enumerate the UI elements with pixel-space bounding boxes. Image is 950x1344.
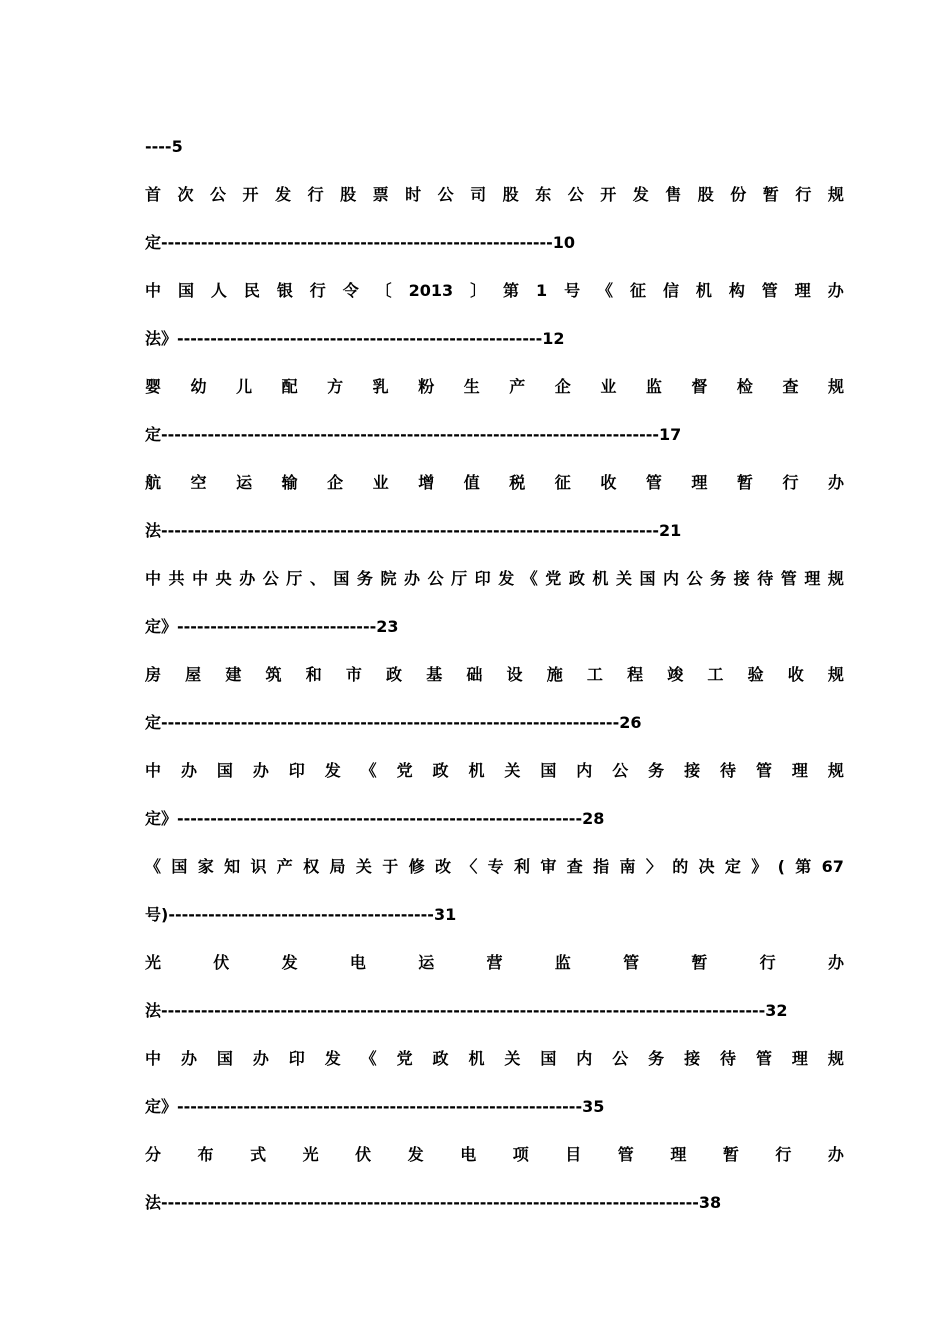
title-glyph: 空 — [190, 473, 207, 492]
title-glyph: 务 — [710, 569, 727, 588]
title-glyph: 机 — [592, 569, 609, 588]
title-glyph: 伏 — [355, 1145, 372, 1164]
title-glyph: 产 — [276, 857, 293, 876]
title-glyph: 国 — [540, 761, 557, 780]
title-glyph: 办 — [827, 953, 844, 972]
title-glyph: 权 — [303, 857, 320, 876]
title-glyph: 发 — [275, 185, 292, 204]
title-glyph: 屋 — [185, 665, 202, 684]
title-glyph: 国 — [639, 569, 656, 588]
title-glyph: 1 — [536, 281, 548, 300]
title-glyph: 待 — [720, 1049, 737, 1068]
title-glyph: 办 — [827, 1145, 844, 1164]
title-glyph: 利 — [514, 857, 531, 876]
title-glyph: 院 — [380, 569, 397, 588]
title-glyph: 内 — [663, 569, 680, 588]
title-glyph: 第 — [503, 281, 520, 300]
title-glyph: 办 — [827, 281, 844, 300]
title-glyph: 《 — [597, 281, 614, 300]
title-glyph: 市 — [345, 665, 362, 684]
title-glyph: 查 — [782, 377, 799, 396]
title-glyph: 公 — [612, 761, 629, 780]
title-glyph: 理 — [804, 569, 821, 588]
toc-entry-2-continuation: 法》-------------------------------------------------------12 — [145, 329, 565, 348]
title-glyph: 识 — [250, 857, 267, 876]
title-glyph: 管 — [780, 569, 797, 588]
title-glyph: 的 — [672, 857, 689, 876]
title-glyph: 光 — [145, 953, 162, 972]
title-glyph: 暂 — [722, 1145, 739, 1164]
title-glyph: 方 — [327, 377, 344, 396]
title-glyph: 国 — [177, 281, 194, 300]
toc-entry-1-title — [145, 185, 844, 205]
toc-first-line: ----5 — [145, 137, 183, 156]
title-glyph: 售 — [665, 185, 682, 204]
title-glyph: 印 — [288, 761, 305, 780]
title-glyph: 指 — [593, 857, 610, 876]
title-glyph: 中 — [145, 569, 162, 588]
title-glyph: 营 — [486, 953, 503, 972]
title-glyph: 设 — [506, 665, 523, 684]
title-glyph: 输 — [281, 473, 298, 492]
title-glyph: 公 — [262, 569, 279, 588]
title-glyph: 产 — [509, 377, 526, 396]
title-glyph: 规 — [827, 1049, 844, 1068]
title-glyph: 和 — [305, 665, 322, 684]
title-glyph: 企 — [554, 377, 571, 396]
title-glyph: 构 — [728, 281, 745, 300]
title-glyph: 管 — [755, 761, 772, 780]
title-glyph: 2013 — [408, 281, 454, 300]
title-glyph: 督 — [691, 377, 708, 396]
title-glyph: 接 — [733, 569, 750, 588]
title-glyph: 知 — [224, 857, 241, 876]
title-glyph: 电 — [460, 1145, 477, 1164]
title-glyph: ( — [777, 857, 785, 876]
title-glyph: 伏 — [213, 953, 230, 972]
title-glyph: 办 — [404, 569, 421, 588]
title-glyph: 值 — [463, 473, 480, 492]
title-glyph: 国 — [540, 1049, 557, 1068]
title-glyph: 、 — [309, 569, 326, 588]
title-glyph: 理 — [794, 281, 811, 300]
title-glyph: 中 — [192, 569, 209, 588]
title-glyph: 67 — [821, 857, 844, 876]
title-glyph: 《 — [360, 761, 377, 780]
title-glyph: 业 — [600, 377, 617, 396]
title-glyph: 粉 — [418, 377, 435, 396]
title-glyph: 人 — [210, 281, 227, 300]
title-glyph: 规 — [827, 665, 844, 684]
title-glyph: 时 — [405, 185, 422, 204]
title-glyph: 政 — [386, 665, 403, 684]
toc-entry-1-continuation: 定-----------------------------------------------------------10 — [145, 233, 576, 252]
title-glyph: 民 — [243, 281, 260, 300]
title-glyph: 家 — [197, 857, 214, 876]
title-glyph: 规 — [827, 185, 844, 204]
title-glyph: 目 — [565, 1145, 582, 1164]
title-glyph: 东 — [535, 185, 552, 204]
title-glyph: 监 — [554, 953, 571, 972]
title-glyph: 修 — [408, 857, 425, 876]
toc-entry-3-continuation: 定---------------------------------------------------------------------------17 — [145, 425, 682, 444]
toc-entry-11-title — [145, 1145, 844, 1165]
title-glyph: 中 — [145, 761, 162, 780]
title-glyph: 发 — [324, 761, 341, 780]
title-glyph: 规 — [827, 377, 844, 396]
title-glyph: 政 — [568, 569, 585, 588]
toc-entry-8-continuation: 号)----------------------------------------31 — [145, 905, 457, 924]
title-glyph: 中 — [145, 281, 162, 300]
title-glyph: 发 — [281, 953, 298, 972]
title-glyph: 》 — [751, 857, 768, 876]
title-glyph: 南 — [619, 857, 636, 876]
title-glyph: 收 — [600, 473, 617, 492]
toc-entry-4-continuation: 法---------------------------------------------------------------------------21 — [145, 521, 682, 540]
title-glyph: 暂 — [736, 473, 753, 492]
title-glyph: 定 — [724, 857, 741, 876]
title-glyph: 专 — [487, 857, 504, 876]
toc-entry-6-continuation: 定---------------------------------------------------------------------26 — [145, 713, 642, 732]
title-glyph: 务 — [356, 569, 373, 588]
toc-entry-10-title — [145, 1049, 844, 1069]
title-glyph: 内 — [576, 1049, 593, 1068]
title-glyph: 中 — [145, 1049, 162, 1068]
title-glyph: 航 — [145, 473, 162, 492]
title-glyph: 开 — [600, 185, 617, 204]
title-glyph: 公 — [686, 569, 703, 588]
title-glyph: 幼 — [190, 377, 207, 396]
title-glyph: 票 — [372, 185, 389, 204]
title-glyph: 检 — [736, 377, 753, 396]
title-glyph: 股 — [697, 185, 714, 204]
title-glyph: 办 — [180, 1049, 197, 1068]
title-glyph: 第 — [795, 857, 812, 876]
title-glyph: 电 — [349, 953, 366, 972]
title-glyph: 监 — [645, 377, 662, 396]
title-glyph: 待 — [757, 569, 774, 588]
toc-entry-6-title — [145, 665, 844, 685]
title-glyph: 行 — [309, 281, 326, 300]
title-glyph: 行 — [782, 473, 799, 492]
title-glyph: 次 — [177, 185, 194, 204]
title-glyph: 婴 — [145, 377, 162, 396]
title-glyph: 股 — [502, 185, 519, 204]
toc-entry-2-title — [145, 281, 844, 301]
title-glyph: 生 — [463, 377, 480, 396]
title-glyph: 〈 — [461, 857, 478, 876]
title-glyph: 发 — [498, 569, 515, 588]
title-glyph: 《 — [360, 1049, 377, 1068]
title-glyph: 局 — [329, 857, 346, 876]
title-glyph: 业 — [372, 473, 389, 492]
title-glyph: 关 — [615, 569, 632, 588]
toc-entry-7-continuation: 定》-------------------------------------------------------------28 — [145, 809, 605, 828]
title-glyph: 号 — [564, 281, 581, 300]
title-glyph: 厅 — [286, 569, 303, 588]
title-glyph: 理 — [670, 1145, 687, 1164]
title-glyph: 项 — [512, 1145, 529, 1164]
title-glyph: 关 — [504, 1049, 521, 1068]
title-glyph: 〕 — [470, 281, 487, 300]
title-glyph: 公 — [612, 1049, 629, 1068]
title-glyph: 接 — [684, 1049, 701, 1068]
toc-entry-10-continuation: 定》-------------------------------------------------------------35 — [145, 1097, 605, 1116]
title-glyph: 税 — [509, 473, 526, 492]
title-glyph: 理 — [791, 1049, 808, 1068]
title-glyph: 运 — [418, 953, 435, 972]
title-glyph: 机 — [468, 1049, 485, 1068]
title-glyph: 理 — [791, 761, 808, 780]
title-glyph: 机 — [695, 281, 712, 300]
title-glyph: 央 — [215, 569, 232, 588]
title-glyph: 国 — [216, 761, 233, 780]
title-glyph: 管 — [645, 473, 662, 492]
title-glyph: 暂 — [691, 953, 708, 972]
title-glyph: 式 — [250, 1145, 267, 1164]
title-glyph: 党 — [396, 1049, 413, 1068]
toc-entry-3-title — [145, 377, 844, 397]
title-glyph: 行 — [759, 953, 776, 972]
title-glyph: 运 — [236, 473, 253, 492]
title-glyph: 增 — [418, 473, 435, 492]
title-glyph: 布 — [197, 1145, 214, 1164]
toc-entry-7-title — [145, 761, 844, 781]
title-glyph: 办 — [252, 1049, 269, 1068]
title-glyph: 企 — [327, 473, 344, 492]
title-glyph: 政 — [432, 1049, 449, 1068]
title-glyph: 验 — [747, 665, 764, 684]
title-glyph: 决 — [698, 857, 715, 876]
title-glyph: 政 — [432, 761, 449, 780]
toc-entry-9-title — [145, 953, 844, 973]
title-glyph: 儿 — [236, 377, 253, 396]
title-glyph: 共 — [168, 569, 185, 588]
toc-entry-9-continuation: 法-------------------------------------------------------------------------------------------32 — [145, 1001, 788, 1020]
title-glyph: 查 — [566, 857, 583, 876]
title-glyph: 管 — [623, 953, 640, 972]
title-glyph: 党 — [545, 569, 562, 588]
title-glyph: 管 — [761, 281, 778, 300]
title-glyph: 行 — [307, 185, 324, 204]
title-glyph: 公 — [437, 185, 454, 204]
title-glyph: 关 — [355, 857, 372, 876]
title-glyph: 接 — [684, 761, 701, 780]
title-glyph: 房 — [145, 665, 162, 684]
title-glyph: 暂 — [762, 185, 779, 204]
title-glyph: 国 — [171, 857, 188, 876]
toc-entry-8-title — [145, 857, 844, 877]
title-glyph: 光 — [302, 1145, 319, 1164]
title-glyph: 办 — [239, 569, 256, 588]
title-glyph: 务 — [648, 1049, 665, 1068]
title-glyph: 公 — [210, 185, 227, 204]
title-glyph: 行 — [775, 1145, 792, 1164]
title-glyph: 础 — [466, 665, 483, 684]
title-glyph: 首 — [145, 185, 162, 204]
title-glyph: 厅 — [451, 569, 468, 588]
title-glyph: 公 — [427, 569, 444, 588]
title-glyph: 印 — [474, 569, 491, 588]
toc-entry-5-title — [145, 569, 844, 589]
title-glyph: 机 — [468, 761, 485, 780]
title-glyph: 工 — [707, 665, 724, 684]
title-glyph: 规 — [827, 569, 844, 588]
title-glyph: 司 — [470, 185, 487, 204]
title-glyph: 建 — [225, 665, 242, 684]
title-glyph: 征 — [554, 473, 571, 492]
title-glyph: 工 — [586, 665, 603, 684]
title-glyph: 办 — [252, 761, 269, 780]
title-glyph: 《 — [521, 569, 538, 588]
title-glyph: 程 — [627, 665, 644, 684]
title-glyph: 办 — [180, 761, 197, 780]
title-glyph: 收 — [787, 665, 804, 684]
title-glyph: 配 — [281, 377, 298, 396]
toc-entry-11-continuation: 法---------------------------------------------------------------------------------38 — [145, 1193, 722, 1212]
title-glyph: 于 — [382, 857, 399, 876]
toc-entry-5-continuation: 定》------------------------------23 — [145, 617, 399, 636]
title-glyph: 关 — [504, 761, 521, 780]
title-glyph: 国 — [216, 1049, 233, 1068]
title-glyph: 规 — [827, 761, 844, 780]
title-glyph: 征 — [629, 281, 646, 300]
title-glyph: 银 — [276, 281, 293, 300]
title-glyph: 〉 — [645, 857, 662, 876]
title-glyph: 筑 — [265, 665, 282, 684]
title-glyph: 办 — [827, 473, 844, 492]
title-glyph: 印 — [288, 1049, 305, 1068]
title-glyph: 开 — [242, 185, 259, 204]
title-glyph: 管 — [755, 1049, 772, 1068]
title-glyph: 乳 — [372, 377, 389, 396]
title-glyph: 发 — [632, 185, 649, 204]
title-glyph: 分 — [145, 1145, 162, 1164]
title-glyph: 理 — [691, 473, 708, 492]
title-glyph: 发 — [407, 1145, 424, 1164]
title-glyph: 竣 — [667, 665, 684, 684]
title-glyph: 党 — [396, 761, 413, 780]
title-glyph: 发 — [324, 1049, 341, 1068]
title-glyph: 份 — [730, 185, 747, 204]
title-glyph: 内 — [576, 761, 593, 780]
title-glyph: 令 — [342, 281, 359, 300]
title-glyph: 审 — [540, 857, 557, 876]
title-glyph: 改 — [434, 857, 451, 876]
title-glyph: 国 — [333, 569, 350, 588]
title-glyph: 待 — [720, 761, 737, 780]
title-glyph: 《 — [145, 857, 162, 876]
title-glyph: 股 — [340, 185, 357, 204]
title-glyph: 信 — [662, 281, 679, 300]
title-glyph: 基 — [426, 665, 443, 684]
title-glyph: 施 — [546, 665, 563, 684]
title-glyph: 管 — [617, 1145, 634, 1164]
title-glyph: 务 — [648, 761, 665, 780]
title-glyph: 行 — [795, 185, 812, 204]
title-glyph: 〔 — [375, 281, 392, 300]
toc-entry-4-title — [145, 473, 844, 493]
title-glyph: 公 — [567, 185, 584, 204]
